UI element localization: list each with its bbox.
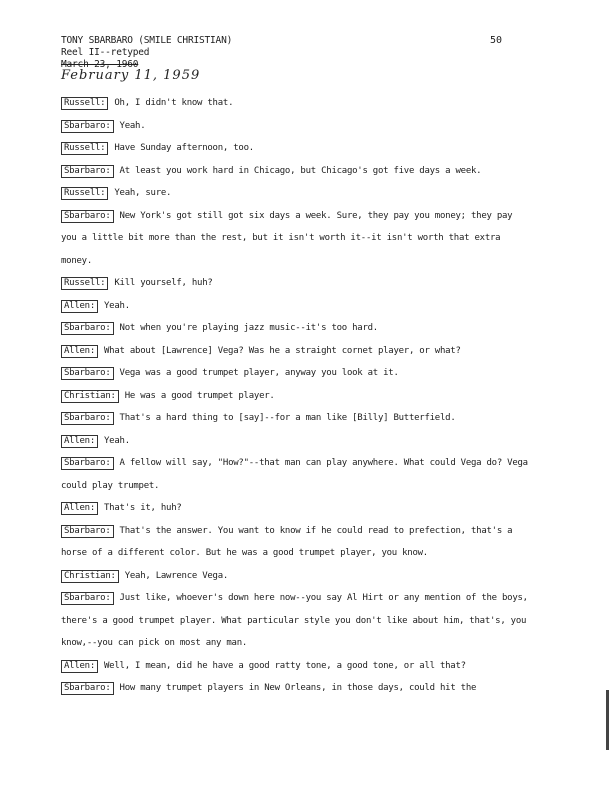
speaker-label: Sbarbaro: xyxy=(61,592,114,605)
handwritten-date: February 11, 1959 xyxy=(61,68,201,83)
transcript-turn xyxy=(61,520,531,565)
transcript-turn xyxy=(61,317,531,340)
scan-edge-mark xyxy=(606,690,609,750)
turn-text: Oh, I didn't know that. xyxy=(114,98,234,108)
speaker-label: Russell: xyxy=(61,277,108,290)
transcript-turn xyxy=(61,92,531,115)
speaker-label: Allen: xyxy=(61,660,98,673)
transcript-turn xyxy=(61,430,531,453)
speaker-label: Sbarbaro: xyxy=(61,322,114,335)
turn-text: He was a good trumpet player. xyxy=(124,390,275,401)
transcript-turn xyxy=(61,407,531,430)
turn-text: What about [Lawrence] Vega? Was he a straight cornet player, or what? xyxy=(104,345,461,356)
speaker-label: Russell: xyxy=(61,187,108,200)
speaker-label: Sbarbaro: xyxy=(61,165,114,178)
turn-text: Just like, whoever's down here now--you say Al Hirt or any mention of the boys, there's a good trumpet player. What particular style you don't like about him, that's, you know,--you can pick on most any man. xyxy=(61,593,528,648)
turn-text: That's a hard thing to [say]--for a man like [Billy] Butterfield. xyxy=(119,413,456,423)
turn-text: That's the answer. You want to know if he could read to prefection, that's a horse of a different color. But he was a good trumpet player, you know. xyxy=(61,525,513,558)
transcript-turn xyxy=(61,272,531,295)
transcript-turn xyxy=(61,565,531,588)
transcript-turn xyxy=(61,587,531,655)
speaker-label: Russell: xyxy=(61,97,108,110)
turn-text: Have Sunday afternoon, too. xyxy=(114,143,254,153)
transcript-turn xyxy=(61,385,531,408)
speaker-label: Sbarbaro: xyxy=(61,120,114,133)
document-header xyxy=(61,35,232,71)
speaker-label: Sbarbaro: xyxy=(61,412,114,425)
speaker-label: Sbarbaro: xyxy=(61,457,114,470)
speaker-label: Allen: xyxy=(61,345,98,358)
turn-text: New York's got still got six days a week. Sure, they pay you money; they pay you a little bit more than the rest, but it isn't worth it--it isn't worth that extra money. xyxy=(61,210,513,266)
transcript-turn xyxy=(61,137,531,160)
speaker-label: Christian: xyxy=(61,390,119,403)
turn-text: Yeah. xyxy=(104,300,130,311)
turn-text: A fellow will say, "How?"--that man can play anywhere. What could Vega do? Vega could play trumpet. xyxy=(61,458,528,491)
transcript-turn xyxy=(61,160,531,183)
struck-date: March 23, 1960 xyxy=(61,59,139,70)
speaker-label: Allen: xyxy=(61,300,98,313)
turn-text: Well, I mean, did he have a good ratty tone, a good tone, or all that? xyxy=(104,660,466,671)
transcript-turn xyxy=(61,497,531,520)
transcript-turn xyxy=(61,115,531,138)
speaker-label: Christian: xyxy=(61,570,119,583)
transcript-turn xyxy=(61,205,531,273)
page-number: 50 xyxy=(490,35,503,46)
transcript-turn xyxy=(61,340,531,363)
reel-label: Reel II--retyped xyxy=(61,47,150,58)
transcript xyxy=(61,92,531,700)
turn-text: How many trumpet players in New Orleans, in those days, could hit the xyxy=(119,683,477,693)
turn-text: Yeah. xyxy=(104,435,130,446)
turn-text: Yeah, Lawrence Vega. xyxy=(124,570,229,581)
transcript-turn xyxy=(61,182,531,205)
transcript-turn xyxy=(61,362,531,385)
speaker-label: Allen: xyxy=(61,502,98,515)
transcript-turn xyxy=(61,295,531,318)
transcript-turn xyxy=(61,655,531,678)
turn-text: That's it, huh? xyxy=(104,503,182,513)
turn-text: Vega was a good trumpet player, anyway you look at it. xyxy=(119,368,399,378)
transcript-turn xyxy=(61,452,531,497)
turn-text: At least you work hard in Chicago, but Chicago's got five days a week. xyxy=(119,165,482,176)
speaker-label: Sbarbaro: xyxy=(61,525,114,538)
speaker-label: Sbarbaro: xyxy=(61,210,114,223)
transcript-turn xyxy=(61,677,531,700)
speaker-label: Russell: xyxy=(61,142,108,155)
turn-text: Kill yourself, huh? xyxy=(114,278,213,288)
turn-text: Not when you're playing jazz music--it's too hard. xyxy=(119,323,378,333)
speaker-label: Sbarbaro: xyxy=(61,682,114,695)
interviewee-title: TONY SBARBARO (SMILE CHRISTIAN) xyxy=(61,35,233,46)
turn-text: Yeah, sure. xyxy=(114,188,172,198)
speaker-label: Allen: xyxy=(61,435,98,448)
speaker-label: Sbarbaro: xyxy=(61,367,114,380)
turn-text: Yeah. xyxy=(119,120,146,131)
